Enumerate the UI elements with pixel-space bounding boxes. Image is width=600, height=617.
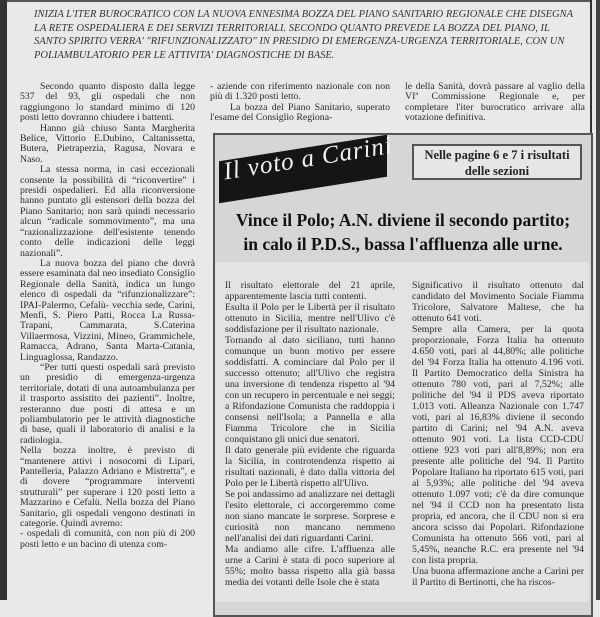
article-column-3 [405,82,585,124]
paragraph: La stessa norma, in casi eccezionali consente la possibilità di “riconvertire” i presidi ospedalieri. Ed alla riconversione hanno puntato gli estensori della bozza del Piano Sanitario; non sarà quindi necessario alcun “radicale sommovimento”, ma una “razionalizzazione dell'esistente tenendo conto delle indicazioni delle leggi nazionali”. [20,164,195,259]
headline-line-1: Vince il Polo; A.N. diviene il secondo partito; [235,210,571,230]
paragraph: Tornando al dato siciliano, tutti hanno comunque un buon motivo per essere soddisfatti. A cominciare dal Polo per il successo ottenuto; all'Ulivo che registra una inversione di tendenza rispetto al '94 con un recupero in percentuale e nei seggi; a Rifondazione Comunista che raddoppia i consensi nell'Isola; a Pannella e alla Fiamma Tricolore che in Sicilia conquistano gli unici due senatori. [225,335,395,445]
page-left-border [0,0,7,600]
paragraph: Sempre alla Camera, per la quota proporzionale, Forza Italia ha ottenuto 4.650 voti, pari al 44,80%; alle politiche del '94 Forza Italia ha ottenuto 4.196 voti. Il Partito Democratico della Sinistra ha ottenuto 780 voti, pari al 7,52%; alle politiche del '94 il PDS aveva riportato 1.013 voti. Alleanza Nazionale con 1.747 voti, pari al 16,83% diviene il secondo partito di Carini; nel '94 A.N. aveva ottenuto 901 voti. La lista CCD-CDU ottiene 923 voti pari all'8,89%; non era presente alle politiche del '94. Il Partito Popolare Italiano ha riportato 615 voti, pari al 5,93%; alle politiche del '94 aveva ottenuto 1.097 voti; c'è da dire comunque nel '94 il CCD non ha presentato lista propria, ed ancora, che il CDU non si era ancora scisso dai Popolari. Rifondazione Comunista ha ottenuto 566 voti, pari al 5,45%, neanche R.C. era presente nel '94 con lista propria. [412,324,584,566]
paragraph: Esulta il Polo per le Libertà per il risultato ottenuto in Sicilia, mentre nell'Ulivo c'è soddisfazione per il risultato nazionale. [225,302,395,335]
paragraph: Una buona affermazione anche a Carini per il Partito di Bertinotti, che ha riscos- [412,566,584,588]
headline-line-2: in calo il P.D.S., bassa l'affluenza alle urne. [243,234,563,254]
paragraph: Hanno già chiuso Santa Margherita Belice, Vittorio E.Dubino, Caltanissetta, Butera, Pietraperzia, Ragusa, Novara e Naso. [20,122,195,165]
election-column-1 [225,280,395,588]
paragraph: - aziende con riferimento nazionale con non più di 1.320 posti letto. [210,81,390,103]
page-top-rule [7,0,592,2]
election-column-2 [412,280,584,588]
paragraph: - ospedali di comunità, con non più di 200 posti letto e un bacino di utenza com- [20,528,195,550]
paragraph: La bozza del Piano Sanitario, superato l'esame del Consiglio Regiona- [210,101,390,124]
page-reference-note: Nelle pagine 6 e 7 i risultati delle sezioni [412,144,582,180]
section-banner-title: Il voto a Carini [221,132,395,186]
article-column-2 [210,82,390,124]
paragraph: le della Sanità, dovrà passare al vaglio della VIª Commissione Regionale e, per completare l'iter burocratico arrivare alla votazione definitiva. [405,81,585,124]
article-column-1 [20,82,195,550]
page-right-border [596,0,600,600]
article-intro: INIZIA L'ITER BUROCRATICO CON LA NUOVA ENNESIMA BOZZA DEL PIANO SANITARIO REGIONALE CHE DISEGNA LA RETE OSPEDALIERA E DEI SERVIZI TERRITORIALI. SECONDO QUANTO PREVEDE LA BOZZA DEL PIANO, IL SANTO SPIRITO VERRA' "RIFUNZIONALIZZATO" IN PRESIDIO DI EMERGENZA-URGENZA TERRITORIALE, CON UN POLIAMBULATORIO PER LE ATTIVITA' DIAGNOSTICHE DI BASE. [34,9,573,61]
paragraph: Se poi andassimo ad analizzare nei dettagli l'esito elettorale, ci accorgeremmo come non siano mancate le sorprese. Sorprese e curiosità non mancano nemmeno nell'analisi dei dati riguardanti Carini. [225,489,395,544]
paragraph: Significativo il risultato ottenuto dal candidato del Movimento Sociale Fiamma Tricolore, Salvatore Maltese, che ha ottenuto 641 voti. [412,280,584,324]
paragraph: Il risultato elettorale del 21 aprile, apparentemente lascia tutti contenti. [225,280,395,302]
paragraph: La nuova bozza del piano che dovrà essere esaminata dal neo insediato Consiglio Regionale della Sanità, indica un lungo elenco di ospedali da “rifunzionalizzare”: IPAI-Palermo, Cefalù- vecchia sede, Carini, Menfi, S. Piero Patti, Rocca La Russa- Trapani, Cammarata, S.Caterina Villaermosa, Vizzini, Mineo, Grammichele, Ramacca, Adrano, Santa Marta-Catania, Linguaglossa, Randazzo. [20,257,195,363]
headline [215,208,591,256]
paragraph: Secondo quanto disposto dalla legge 537 del 93, gli ospedali che non raggiungono lo standard minimo di 120 posti letto dovranno chiudere i battenti. [20,81,195,124]
paragraph: “Per tutti questi ospedali sarà previsto un presidio di emergenza-urgenza territoriale, dotati di una autoambulanza per il trasporto assistito dei pazienti”. Inoltre, resteranno due posti di attesa e un poliambulatorio per le attività diagnostiche di base, quali il laboratorio di analisi e la radiologia. [20,361,195,446]
intro-right-rule [590,0,592,135]
paragraph: Ma andiamo alle cifre. L'affluenza alle urne a Carini è stata di poco superiore al 55%; molto bassa rispetto alla già bassa media dei votanti delle Isole che è stata [225,544,395,588]
paragraph: Nella bozza inoltre, è previsto di “mantenere attivi i nosocomi di Lipari, Pantelleria, Palazzo Adriano e Mistretta”, e di dovere “programmare interventi strutturali” per superare i 120 posti letto a Mazzarino e Cefalù. Nella bozza del Piano Sanitario, gli ospedali vengono destinati in categorie. Quindi avremo: [20,445,195,530]
paragraph: Il dato generale più evidente che riguarda la Sicilia, in controtendenza rispetto ai risultati nazionali, è dato dalla vittoria del Polo per le Libertà rispetto all'Ulivo. [225,445,395,489]
